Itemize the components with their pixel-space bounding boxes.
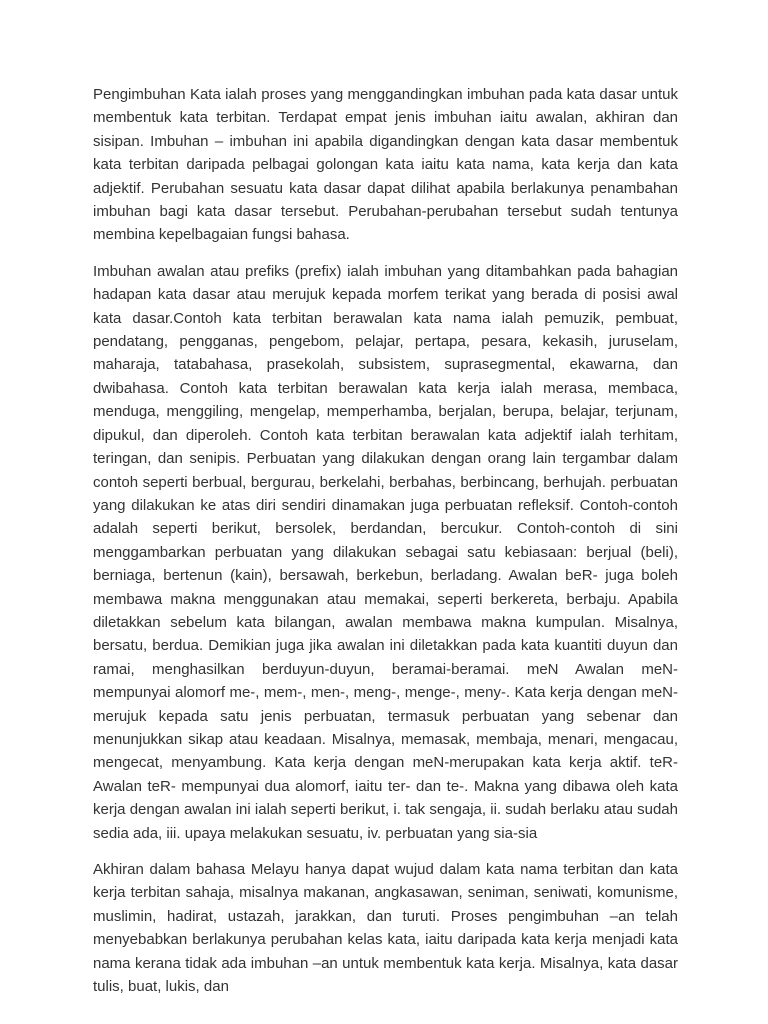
paragraph-akhiran: Akhiran dalam bahasa Melayu hanya dapat wujud dalam kata nama terbitan dan kata kerja terbitan sahaja, misalnya makanan, angkasawan, seniman, seniwati, komunisme, muslimin, hadirat, ustazah, jarakkan, dan turuti. Proses pengimbuhan –an telah menyebabkan berlakunya perubahan kelas kata, iaitu daripada kata kerja menjadi kata nama kerana tidak ada imbuhan –an untuk membentuk kata kerja. Misalnya, kata dasar tulis, buat, lukis, dan [93,861,678,996]
paragraph-pengimbuhan-kata: Pengimbuhan Kata ialah proses yang menggandingkan imbuhan pada kata dasar untuk membentuk kata terbitan. Terdapat empat jenis imbuhan iaitu awalan, akhiran dan sisipan. Imbuhan – imbuhan ini apabila digandingkan dengan kata dasar membentuk kata terbitan daripada pelbagai golongan kata iaitu kata nama, kata kerja dan kata adjektif. Perubahan sesuatu kata dasar dapat dilihat apabila berlakunya penambahan imbuhan bagi kata dasar tersebut. Perubahan-perubahan tersebut sudah tentunya membina kepelbagaian fungsi bahasa. [93,86,678,244]
paragraph-imbuhan-awalan: Imbuhan awalan atau prefiks (prefix) ialah imbuhan yang ditambahkan pada bahagian hadapan kata dasar atau merujuk kepada morfem terikat yang berada di posisi awal kata dasar.Contoh kata terbitan berawalan kata nama ialah pemuzik, pembuat, pendatang, pengganas, pengebom, pelajar, pertapa, pesara, kekasih, juruselam, maharaja, tatabahasa, prasekolah, subsistem, suprasegmental, ekawarna, dan dwibahasa. Contoh kata terbitan berawalan kata kerja ialah merasa, membaca, menduga, menggiling, mengelap, memperhamba, berjalan, berupa, belajar, terjunam, dipukul, dan diperoleh. Contoh kata terbitan berawalan kata adjektif ialah terhitam, teringan, dan senipis. Perbuatan yang dilakukan dengan orang lain tergambar dalam contoh seperti berbual, bergurau, berkelahi, berbahas, berbincang, berhujah. perbuatan yang dilakukan ke atas diri sendiri dinamakan juga perbuatan refleksif. Contoh-contoh adalah seperti berikut, bersolek, berdandan, bercukur. Contoh-contoh di sini menggambarkan perbuatan yang dilakukan sebagai satu kebiasaan: berjual (beli), berniaga, bertenun (kain), bersawah, berkebun, berladang. Awalan beR- juga boleh membawa makna menggunakan atau memakai, seperti berkereta, berbaju. Apabila diletakkan sebelum kata bilangan, awalan membawa makna kumpulan. Misalnya, bersatu, berdua. Demikian juga jika awalan ini diletakkan pada kata kuantiti duyun dan ramai, menghasilkan berduyun-duyun, beramai-beramai. meN Awalan meN- mempunyai alomorf me-, mem-, men-, meng-, menge-, meny-. Kata kerja dengan meN- merujuk kepada satu jenis perbuatan, termasuk perbuatan yang sebenar dan menunjukkan sikap atau keadaan. Misalnya, memasak, membaja, menari, mengacau, mengecat, menyambung. Kata kerja dengan meN-merupakan kata kerja aktif. teR- Awalan teR- mempunyai dua alomorf, iaitu ter- dan te-. Makna yang dibawa oleh kata kerja dengan awalan ini ialah seperti berikut, i. tak sengaja, ii. sudah berlaku atau sudah sedia ada, iii. upaya melakukan sesuatu, iv. perbuatan yang sia-sia [93,262,678,842]
